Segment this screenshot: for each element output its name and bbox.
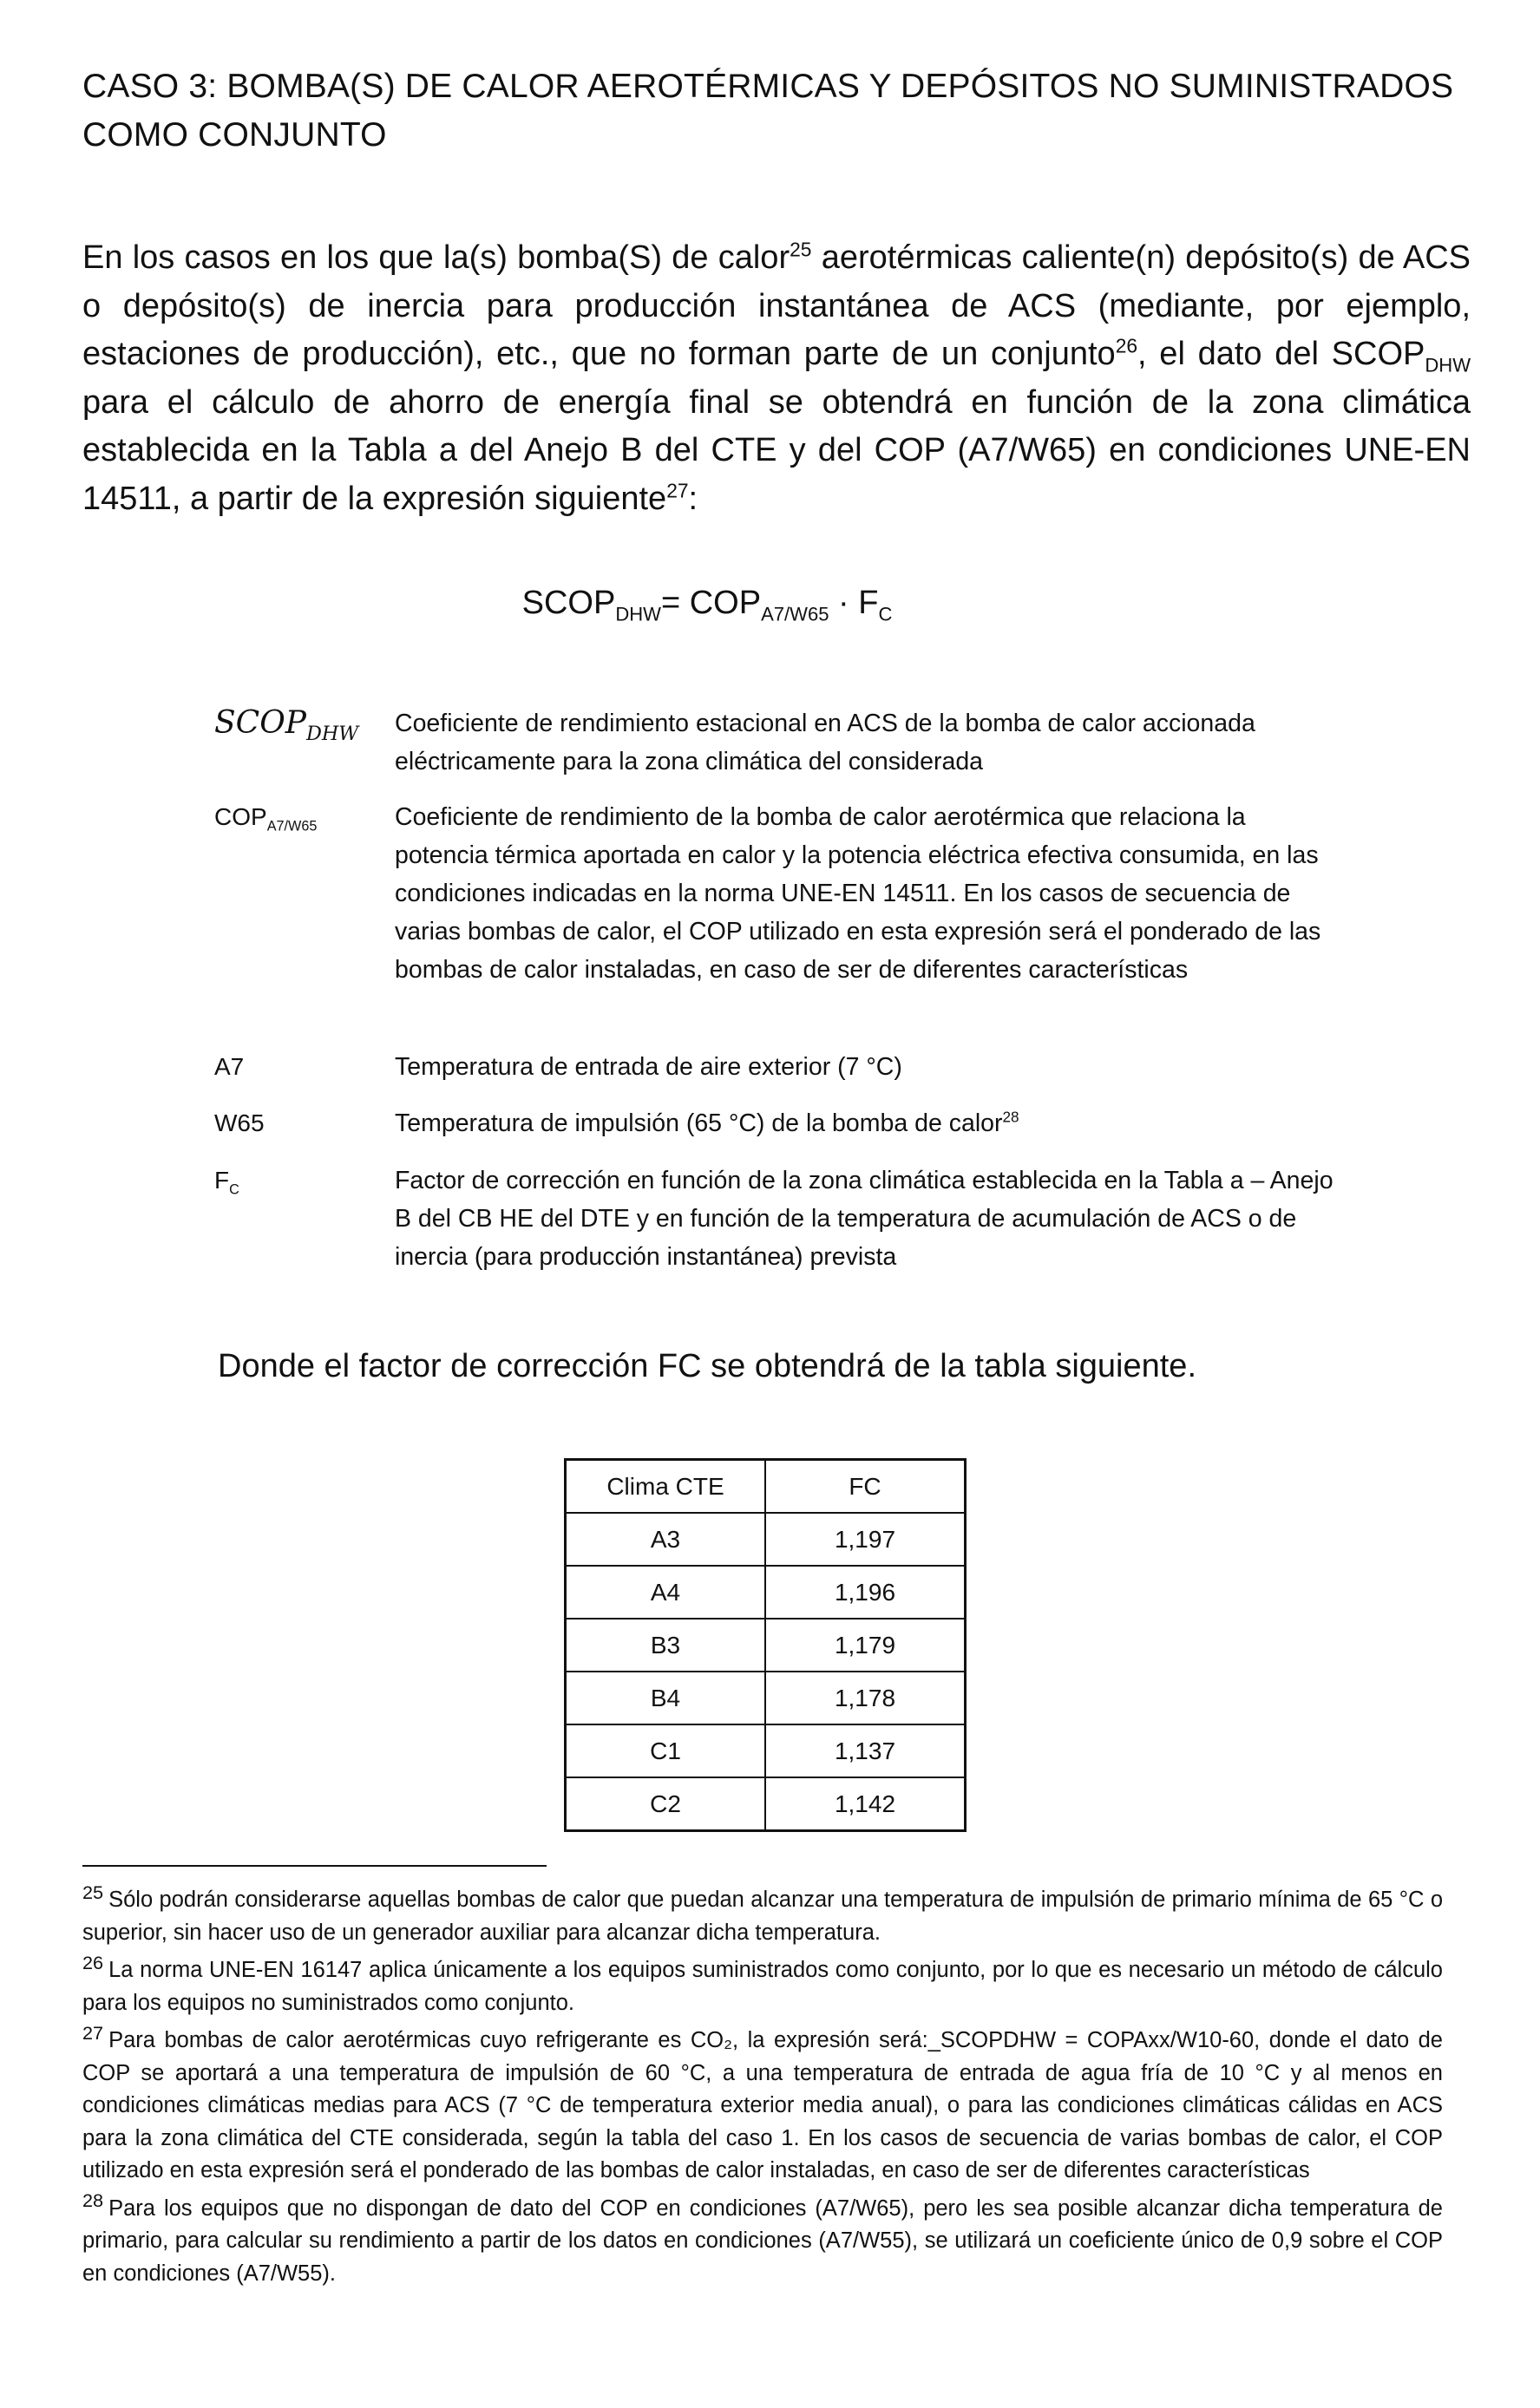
definition-text: Temperatura de entrada de aire exterior (7 °C) bbox=[395, 1053, 902, 1081]
footnote-text: La norma UNE-EN 16147 aplica únicamente a los equipos suministrados como conjunto, por lo que es necesario un método de cálculo para los equipos no suministrados como conjunto. bbox=[82, 1958, 1443, 2015]
intro-text-4: para el cálculo de ahorro de energía final se obtendrá en función de la zona climática establecida en la Tabla a del Anejo B del CTE y del COP (A7/W65) en condiciones UNE-EN 14511, a partir de la expresión siguiente bbox=[82, 383, 1471, 517]
table-row bbox=[566, 1619, 966, 1672]
intro-text-2: aerotérmicas caliente(n) depósito(s) de ACS o depósito(s) de inercia para producción instantánea de ACS (mediante, por ejemplo, estaciones de producción), etc., que no forman parte de un conjunto bbox=[82, 239, 1471, 372]
footnote-text: Para los equipos que no dispongan de dato del COP en condiciones (A7/W65), pero les sea posible alcanzar dicha temperatura de primario, para calcular su rendimiento a partir de los datos en condiciones (A7/W55), se utilizará un coeficiente único de 0,9 sobre el COP en condiciones (A7/W55). bbox=[82, 2195, 1443, 2286]
footnote-ref-28[interactable]: 28 bbox=[1002, 1109, 1019, 1126]
table-cell: B4 bbox=[566, 1672, 766, 1724]
footnote-ref-25[interactable]: 25 bbox=[790, 238, 812, 261]
footnote-ref-27[interactable]: 27 bbox=[666, 478, 689, 501]
table-row bbox=[566, 1724, 966, 1777]
intro-text-3: , el dato del SCOP bbox=[1137, 336, 1425, 372]
footnote-text: Para bombas de calor aerotérmicas cuyo refrigerante es CO₂, la expresión será:_SCOPDHW = COPAxx/W10-60, donde el dato de COP se aportará a una temperatura de impulsión de 60 °C, a una temperatura de entrada de agua fría de 10 °C y al menos en condiciones climáticas medias para ACS (7 °C de temperatura exterior media anual), o para las condiciones climáticas cálidas en ACS para la zona climática del CTE considerada, según la tabla del caso 1. En los casos de secuencia de varias bombas de calor, el COP utilizado en esta expresión será el ponderado de las bombas de calor instaladas, en caso de ser de diferentes características bbox=[82, 2028, 1443, 2182]
footnote-ref-26[interactable]: 26 bbox=[1115, 334, 1138, 357]
intro-paragraph bbox=[82, 234, 1471, 523]
formula bbox=[0, 581, 1414, 625]
table-header-row bbox=[566, 1460, 966, 1514]
formula-scop: SCOP bbox=[521, 585, 616, 621]
formula-cop-sub: A7/W65 bbox=[761, 603, 829, 625]
table-cell: 1,197 bbox=[765, 1513, 966, 1566]
table-header-cell: Clima CTE bbox=[566, 1460, 766, 1514]
definition-text: Coeficiente de rendimiento estacional en ACS de la bomba de calor accionada eléctricamente para la zona climática del considerada bbox=[395, 710, 1255, 775]
formula-scop-sub: DHW bbox=[615, 603, 661, 625]
definition-text: Coeficiente de rendimiento de la bomba de calor aerotérmica que relaciona la potencia térmica aportada en calor y la potencia eléctrica efectiva consumida, en las condiciones indicadas en la norma UNE-EN 14511. En los casos de secuencia de varias bombas de calor, el COP utilizado en esta expresión será el ponderado de las bombas de calor instaladas, en caso de ser de diferentes características bbox=[395, 803, 1321, 984]
footnote-divider bbox=[82, 1865, 547, 1867]
table-row bbox=[566, 1777, 966, 1831]
formula-f-sub: C bbox=[878, 603, 893, 625]
definition-term: $F_C$ bbox=[214, 1167, 239, 1198]
table-row bbox=[566, 1672, 966, 1724]
table-cell: C1 bbox=[566, 1724, 766, 1777]
intro-text-1: En los casos en los que la(s) bomba(S) de calor bbox=[82, 239, 790, 276]
footnote-28 bbox=[82, 2189, 1443, 2291]
table-cell: B3 bbox=[566, 1619, 766, 1672]
footnote-number: 26 bbox=[82, 1951, 104, 1973]
table-row bbox=[566, 1513, 966, 1566]
footnote-26 bbox=[82, 1951, 1443, 2019]
table-cell: A3 bbox=[566, 1513, 766, 1566]
footnotes bbox=[82, 1881, 1443, 2295]
footnote-text: Sólo podrán considerarse aquellas bombas de calor que puedan alcanzar una temperatura de impulsión de primario mínima de 65 °C o superior, sin hacer uso de un generador auxiliar para alcanzar dicha temperatura. bbox=[82, 1888, 1443, 1945]
definition-text: Factor de corrección en función de la zona climática establecida en la Tabla a – Anejo B del CB HE del DTE y en función de la temperatura de acumulación de ACS o de inercia (para producción instantánea) prevista bbox=[395, 1167, 1334, 1271]
footnote-number: 25 bbox=[82, 1881, 104, 1903]
table-cell: 1,178 bbox=[765, 1672, 966, 1724]
formula-cop: = COP bbox=[660, 585, 762, 621]
definition-text: Temperatura de impulsión (65 °C) de la bomba de calor$^{28}$ bbox=[395, 1109, 1019, 1137]
formula-times-f: · F bbox=[829, 585, 879, 621]
table-row bbox=[566, 1566, 966, 1619]
page-title: CASO 3: BOMBA(S) DE CALOR AEROTÉRMICAS Y DEPÓSITOS NO SUMINISTRADOS COMO CONJUNTO bbox=[82, 68, 1454, 154]
table-caption: Donde el factor de corrección FC se obtendrá de la tabla siguiente. bbox=[218, 1348, 1196, 1384]
definition-term: W65 bbox=[214, 1109, 265, 1136]
table-cell: 1,196 bbox=[765, 1566, 966, 1619]
definition-term: $COP_{A7/W65}$ bbox=[214, 803, 318, 834]
table-cell: 1,137 bbox=[765, 1724, 966, 1777]
table-cell: 1,142 bbox=[765, 1777, 966, 1831]
footnote-number: 27 bbox=[82, 2021, 104, 2044]
footnote-25 bbox=[82, 1881, 1443, 1949]
definition-term: A7 bbox=[214, 1053, 245, 1080]
correction-factor-table bbox=[564, 1458, 967, 1832]
footnote-27 bbox=[82, 2021, 1443, 2188]
footnote-number: 28 bbox=[82, 2189, 104, 2211]
definition-term: $SCOP_{DHW}$ bbox=[214, 705, 359, 746]
table-cell: A4 bbox=[566, 1566, 766, 1619]
intro-subscript-dhw: DHW bbox=[1425, 354, 1471, 376]
table-cell: C2 bbox=[566, 1777, 766, 1831]
table-cell: 1,179 bbox=[765, 1619, 966, 1672]
table-header-cell: FC bbox=[765, 1460, 966, 1514]
intro-text-5: : bbox=[688, 480, 698, 517]
